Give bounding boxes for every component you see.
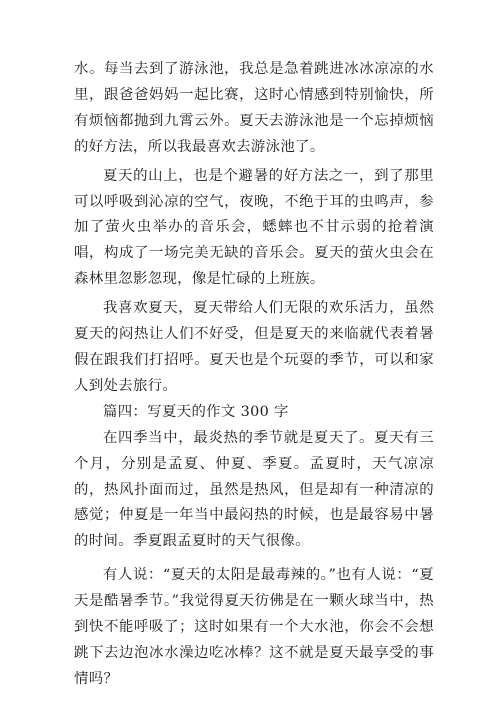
document-page — [74, 57, 434, 693]
paragraph-some-people-say: 有人说：“夏天的太阳是最毒辣的。”也有人说：“夏天是酷暑季节。”我觉得夏天彷佛是在一颗火球当中，热到快不能呼吸了；这时如果有一个大水池，你会不会想跳下去边泡冰水澡边吃冰棒？这不就是夏天最享受的事情吗？ — [74, 567, 434, 687]
paragraph-four-seasons: 在四季当中，最炎热的季节就是夏天了。夏天有三个月，分别是孟夏、仲夏、季夏。孟夏时，天气凉凉的，热风扑面而过，虽然是热风，但是却有一种清凉的感觉；仲夏是一年当中最闷热的时候，也是最容易中暑的时间。季夏跟孟夏时的天气很像。 — [74, 429, 434, 550]
paragraph-swimming-pool: 水。每当去到了游泳池，我总是急着跳进冰冰凉凉的水里，跟爸爸妈妈一起比赛，这时心情感到特别愉快，所有烦恼都抛到九霄云外。夏天去游泳池是一个忘掉烦恼的好方法，所以我最喜欢去游泳池了。 — [74, 61, 434, 155]
paragraph-like-summer: 我喜欢夏天，夏天带给人们无限的欢乐活力，虽然夏天的闷热让人们不好受，但是夏天的来临就代表着暑假在跟我们打招呼。夏天也是个玩耍的季节，可以和家人到处去旅行。 — [74, 300, 434, 394]
paragraph-mountain: 夏天的山上，也是个避暑的好方法之一，到了那里可以呼吸到沁凉的空气，夜晚，不绝于耳的虫鸣声，参加了萤火虫举办的音乐会，蟋蟀也不甘示弱的抢着演唱，构成了一场完美无缺的音乐会。夏天的萤火虫会在森林里忽影忽现，像是忙碌的上班族。 — [74, 167, 434, 288]
section-heading: 篇四：写夏天的作文 300 字 — [103, 403, 289, 420]
